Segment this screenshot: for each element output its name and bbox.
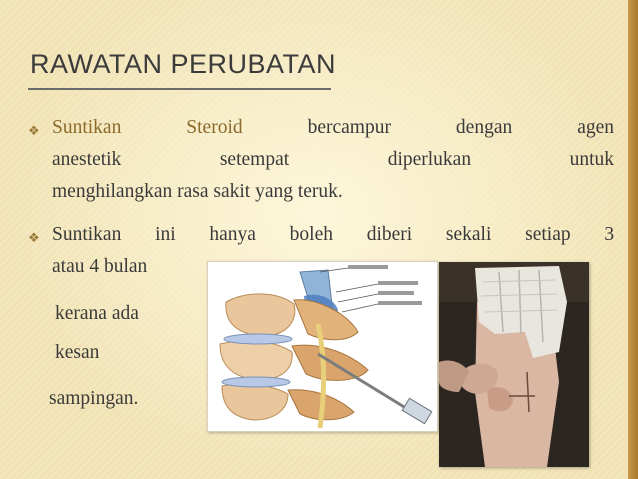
title-underline xyxy=(28,88,331,90)
word: hanya xyxy=(209,224,256,245)
patient-injection-photo xyxy=(439,262,589,467)
bullet-2-line-3: kerana ada xyxy=(55,303,139,324)
word: Suntikan xyxy=(52,224,122,245)
diamond-bullet-icon: ❖ xyxy=(28,123,40,138)
bullet-1-line-2 xyxy=(52,149,614,171)
spine-injection-illustration xyxy=(207,261,438,432)
photo-svg xyxy=(439,262,589,467)
diamond-bullet-icon: ❖ xyxy=(28,230,40,245)
decorative-side-strip xyxy=(628,0,638,479)
bullet-1-line-1 xyxy=(52,117,614,139)
spine-illustration-svg xyxy=(208,262,437,431)
word: diperlukan xyxy=(387,149,472,170)
word: bercampur xyxy=(307,117,391,138)
word: setiap xyxy=(525,224,571,245)
slide-title: RAWATAN PERUBATAN xyxy=(30,49,337,79)
word: diberi xyxy=(366,224,413,245)
bullet-1-line-3: menghilangkan rasa sakit yang teruk. xyxy=(52,181,343,202)
word: agen xyxy=(577,117,614,138)
word: untuk xyxy=(569,149,615,170)
word: dengan xyxy=(455,117,513,138)
word: boleh xyxy=(289,224,333,245)
bullet-2-line-4: kesan xyxy=(55,342,100,363)
word: ini xyxy=(155,224,176,245)
bullet-2-line-2: atau 4 bulan xyxy=(52,256,148,277)
keyword-steroid: Steroid xyxy=(186,117,243,138)
bullet-2-line-5: sampingan. xyxy=(49,388,139,409)
word: 3 xyxy=(604,224,615,245)
word: setempat xyxy=(219,149,290,170)
word: sekali xyxy=(445,224,492,245)
word: anestetik xyxy=(52,149,122,170)
keyword-suntikan: Suntikan xyxy=(52,117,122,138)
bullet-2-line-1 xyxy=(52,224,614,246)
